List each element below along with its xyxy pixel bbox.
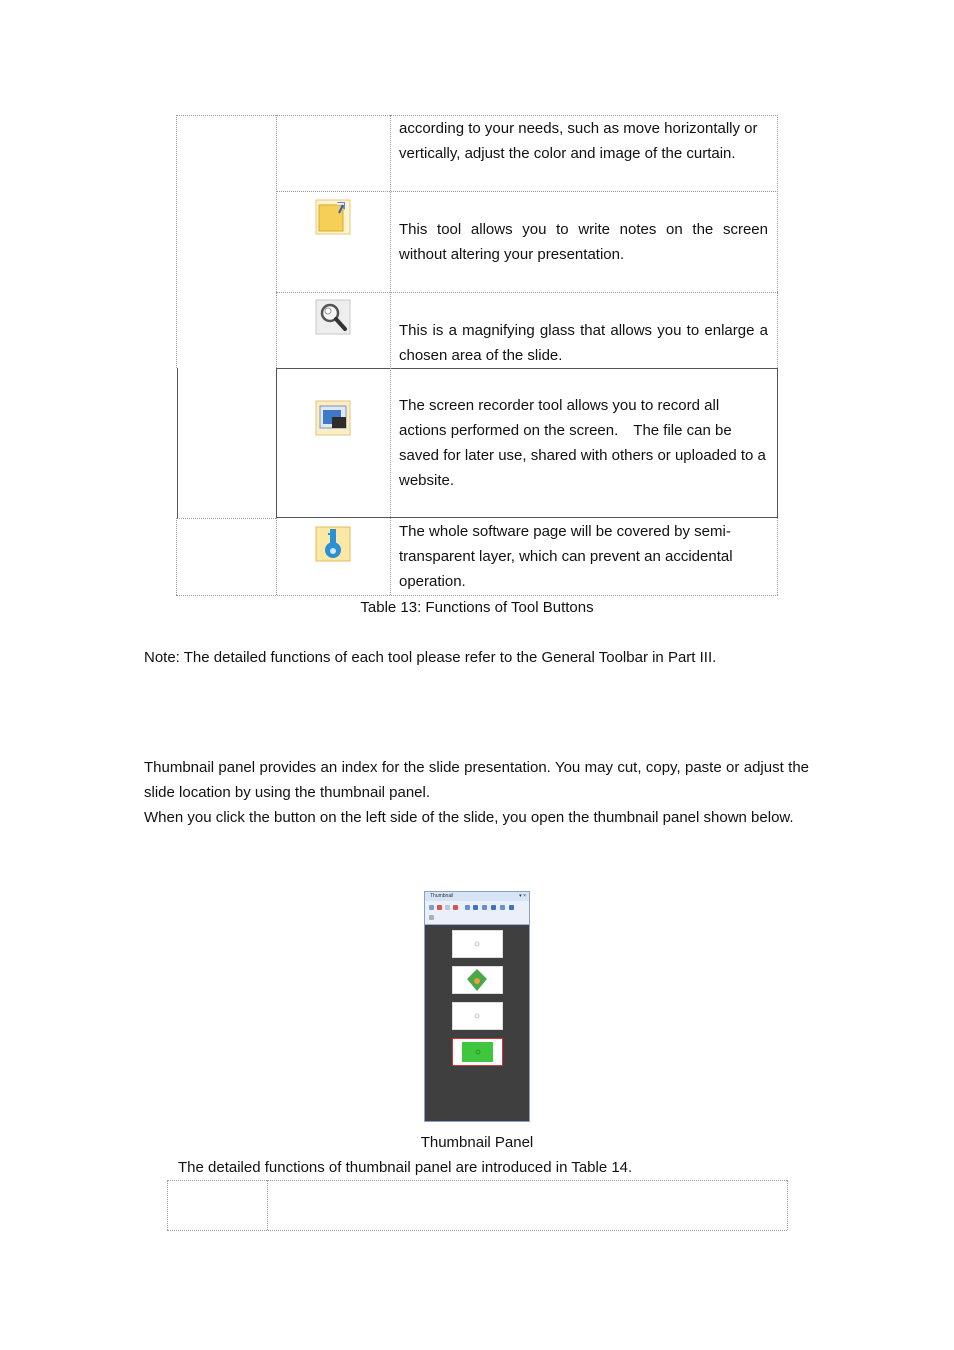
magnifier-icon [315,299,351,335]
col-line [176,115,177,368]
copy-icon[interactable] [445,905,450,910]
delete-icon[interactable] [453,905,458,910]
thumbnail-intro-paragraph: Thumbnail panel provides an index for the slide presentation. You may cut, copy, paste or adjust the slide location by using the thumbnail panel. [144,759,809,801]
thumbnail-panel [424,891,530,1122]
table-13-caption: Table 13: Functions of Tool Buttons [360,599,594,616]
table-14-intro: The detailed functions of thumbnail panel are introduced in Table 14. [178,1159,633,1176]
move-up-icon[interactable] [482,905,487,910]
col-line [176,518,177,595]
recorder-description: The screen recorder tool allows you to record all actions performed on the screen. The file can be saved for later use, shared with others or uploaded to a website. [399,397,766,489]
duplicate-icon[interactable] [473,905,478,910]
curtain-description: according to your needs, such as move horizontally or vertically, adjust the color and image of the curtain. [399,120,758,162]
col-line [167,1180,168,1230]
paste-icon[interactable] [465,905,470,910]
col-line [276,115,277,368]
new-slide-icon[interactable] [429,905,434,910]
export-icon[interactable] [509,905,514,910]
col-line [276,518,277,595]
slide-thumbnail[interactable] [452,1002,503,1030]
row-separator [276,191,778,192]
col-line [267,1180,268,1230]
col-line [777,518,778,595]
row-separator [176,518,276,519]
settings-icon[interactable] [429,915,434,920]
lock-description: The whole software page will be covered by semi-transparent layer, which can prevent an accidental operation. [399,523,733,590]
thumbnail-panel-title: Thumbnail [425,892,529,901]
col-line [177,368,178,518]
notes-description: This tool allows you to write notes on the screen without altering your presentation. [399,221,768,263]
row-separator [276,292,778,293]
move-down-icon[interactable] [491,905,496,910]
thumbnail-toolbar-row2 [425,912,529,925]
note-text: Note: The detailed functions of each tool please refer to the General Toolbar in Part III. [144,649,717,666]
screen-recorder-icon [315,400,351,436]
cut-icon[interactable] [437,905,442,910]
panel-controls[interactable]: ▾ × [519,893,526,899]
thumbnail-open-paragraph: When you click the button on the left side of the slide, you open the thumbnail panel shown below. [144,809,794,826]
col-line [276,368,277,518]
col-line [787,1180,788,1230]
slide-thumbnail-selected[interactable] [452,1038,503,1066]
slide-thumbnail[interactable] [452,966,503,994]
table-border-bottom [167,1230,787,1231]
notes-icon [315,199,351,235]
table-border-top [167,1180,787,1181]
col-line [390,115,391,595]
thumbnail-panel-caption: Thumbnail Panel [420,1134,534,1151]
magnifier-description: This is a magnifying glass that allows you to enlarge a chosen area of the slide. [399,322,768,364]
lock-key-icon [315,526,351,562]
slide-thumbnail[interactable] [452,930,503,958]
col-line [777,115,778,368]
row-separator [276,368,778,369]
row-separator [276,517,778,518]
col-line [777,368,778,518]
import-icon[interactable] [500,905,505,910]
